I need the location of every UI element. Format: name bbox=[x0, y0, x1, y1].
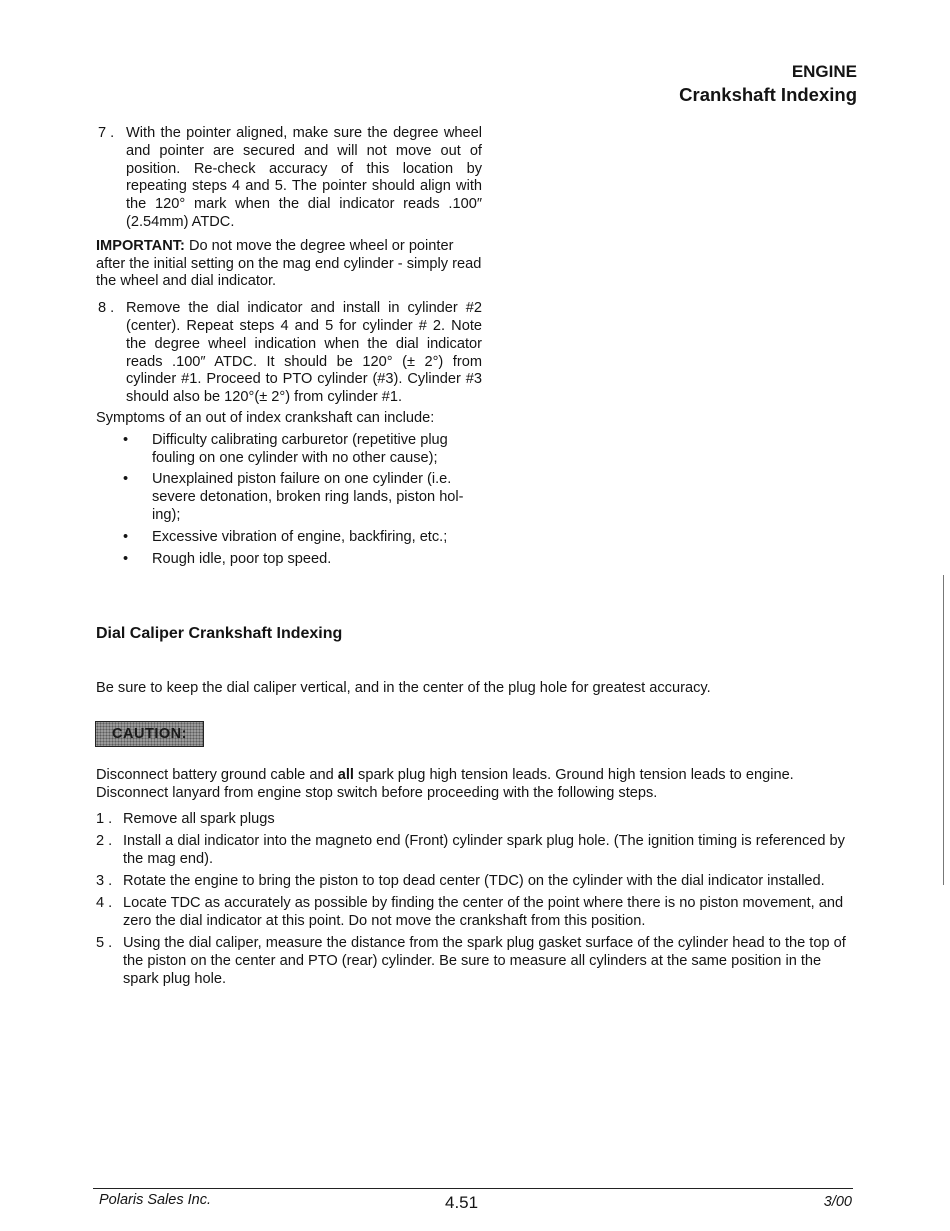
step-number: 1 . bbox=[96, 811, 113, 827]
caution-text-pre: Disconnect battery ground cable and bbox=[96, 767, 338, 783]
procedure-step bbox=[96, 872, 856, 890]
section-title: Dial Caliper Crankshaft Indexing bbox=[96, 625, 343, 642]
page-header bbox=[679, 61, 857, 107]
list-item bbox=[96, 471, 482, 524]
bullet-icon: • bbox=[123, 471, 129, 488]
caution-text bbox=[96, 766, 856, 802]
step-text: Rotate the engine to bring the piston to top dead center (TDC) on the cylinder with the dial indicator installed. bbox=[123, 873, 825, 889]
step-number: 4 . bbox=[96, 895, 113, 911]
step-number: 3 . bbox=[96, 873, 113, 889]
scan-edge-mark bbox=[943, 575, 944, 885]
list-item-text: Excessive vibration of engine, backfiring, etc.; bbox=[152, 528, 448, 545]
list-item-text: Unexplained piston failure on one cylinder (i.e. severe detonation, broken ring lands, piston hol-ing); bbox=[152, 471, 464, 523]
step-number: 5 . bbox=[96, 935, 113, 951]
footer-page-number: 4.51 bbox=[445, 1193, 479, 1212]
symptoms-list bbox=[96, 432, 482, 569]
procedure-steps bbox=[96, 810, 856, 988]
step-text: Remove all spark plugs bbox=[123, 811, 275, 827]
list-item-text: Rough idle, poor top speed. bbox=[152, 550, 332, 567]
header-subsection: Crankshaft Indexing bbox=[679, 84, 857, 105]
footer-rule bbox=[93, 1188, 853, 1189]
left-column bbox=[96, 125, 482, 572]
section-intro: Be sure to keep the dial caliper vertical, and in the center of the plug hole for greatest accuracy. bbox=[96, 680, 711, 696]
step-text: With the pointer aligned, make sure the degree wheel and pointer are secured and will not move out of position. Re-check accuracy of this location by repeating steps 4 and 5. The pointer should align with the 120° mark when the dial indicator reads .100″ (2.54mm) ATDC. bbox=[126, 125, 482, 230]
bullet-icon: • bbox=[123, 431, 129, 448]
step-text: Remove the dial indicator and install in cylinder #2 (center). Repeat steps 4 and 5 for cylinder # 2. Note the degree wheel indication when the dial indicator reads .100″ ATDC. It should be 120° (± 2°) from cylinder #1. Proceed to PTO cylinder (#3). Cylinder #3 should also be 120°(± 2°) from cylinder #1. bbox=[126, 300, 482, 406]
procedure-column bbox=[96, 766, 856, 992]
step-number: 2 . bbox=[96, 833, 113, 849]
step-text: Install a dial indicator into the magneto end (Front) cylinder spark plug hole. (The ignition timing is referenced by the mag end). bbox=[123, 833, 845, 867]
procedure-step bbox=[96, 894, 856, 930]
important-label: IMPORTANT: bbox=[96, 237, 185, 254]
step-7 bbox=[96, 125, 482, 232]
caution-badge: CAUTION: bbox=[95, 721, 204, 747]
step-text: Using the dial caliper, measure the distance from the spark plug gasket surface of the cylinder head to the top of the piston on the center and PTO (rear) cylinder. Be sure to measure all cylinders at the same position in the spark plug hole. bbox=[123, 935, 846, 987]
bullet-icon: • bbox=[123, 528, 129, 545]
step-number: 7 . bbox=[98, 125, 115, 141]
list-item bbox=[96, 551, 482, 569]
step-number: 8 . bbox=[98, 300, 115, 317]
list-item bbox=[96, 432, 482, 468]
bullet-icon: • bbox=[123, 550, 129, 567]
list-item-text: Difficulty calibrating carburetor (repetitive plug fouling on one cylinder with no other cause); bbox=[152, 431, 448, 466]
procedure-step bbox=[96, 810, 856, 828]
symptoms-intro: Symptoms of an out of index crankshaft can include: bbox=[96, 409, 435, 426]
step-text: Locate TDC as accurately as possible by finding the center of the point where there is no piston movement, and zero the dial indicator at this point. Do not move the crankshaft from this position. bbox=[123, 895, 844, 929]
list-item bbox=[96, 529, 482, 547]
caution-text-post: spark plug high tension leads. Ground high tension leads to engine. Disconnect lanyard from engine stop switch before proceeding with the following steps. bbox=[96, 767, 794, 801]
footer-date: 3/00 bbox=[823, 1194, 852, 1210]
important-text: Do not move the degree wheel or pointer after the initial setting on the mag end cylinder - simply read the wheel and dial indicator. bbox=[96, 237, 482, 290]
footer-company: Polaris Sales Inc. bbox=[99, 1192, 212, 1208]
important-note bbox=[96, 238, 482, 291]
procedure-step bbox=[96, 934, 856, 988]
header-section: ENGINE bbox=[791, 62, 857, 81]
caution-text-bold: all bbox=[337, 767, 354, 783]
procedure-step bbox=[96, 832, 856, 868]
step-8 bbox=[96, 300, 482, 407]
